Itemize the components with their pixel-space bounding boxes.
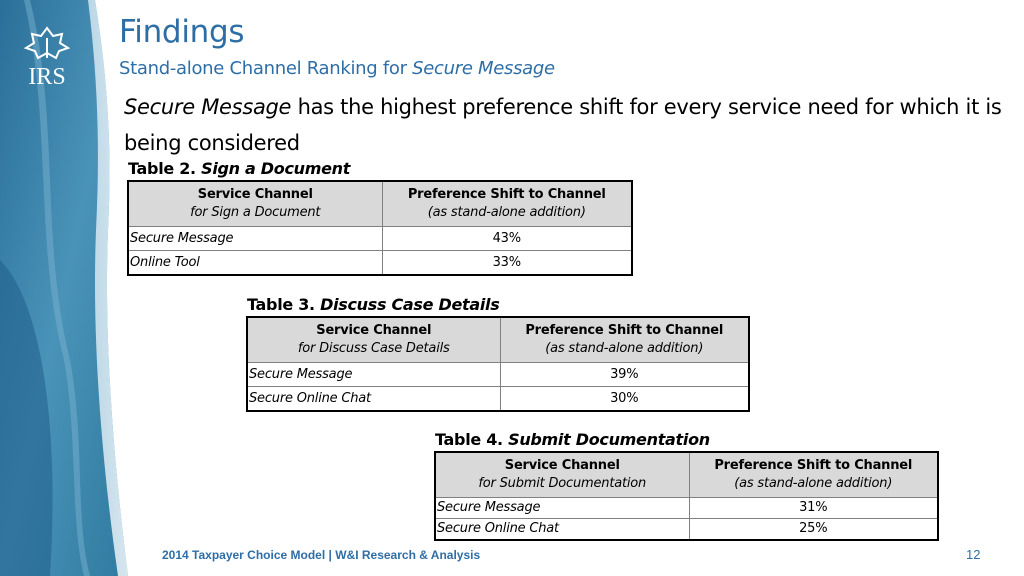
column-header-channel: Service Channel for Submit Documentation: [435, 452, 689, 498]
subtitle-prefix: Stand-alone Channel Ranking for: [119, 58, 413, 79]
channel-cell: Secure Message: [247, 363, 500, 387]
table-sign-document: [127, 180, 633, 276]
table-header-row: [128, 181, 632, 227]
headline: [124, 89, 1004, 161]
value-cell: 33%: [382, 251, 632, 276]
table-caption-prefix: Table 2.: [128, 159, 202, 178]
table-caption-name: Sign a Document: [201, 159, 351, 178]
table-header-row: [247, 317, 749, 363]
value-cell: 25%: [689, 519, 938, 541]
value-cell: 30%: [500, 387, 749, 412]
table-caption-name: Discuss Case Details: [320, 295, 500, 314]
table-row: [128, 227, 632, 251]
column-header-channel: Service Channel for Discuss Case Details: [247, 317, 500, 363]
headline-emphasis: Secure Message: [124, 95, 292, 119]
column-header-shift: Preference Shift to Channel (as stand-alone addition): [382, 181, 632, 227]
column-header-channel: Service Channel for Sign a Document: [128, 181, 382, 227]
page-subtitle: [119, 58, 555, 79]
channel-cell: Secure Message: [128, 227, 382, 251]
table-row: [435, 498, 938, 519]
table-caption-name: Submit Documentation: [508, 430, 710, 449]
value-cell: 39%: [500, 363, 749, 387]
value-cell: 43%: [382, 227, 632, 251]
table-2-block: [127, 159, 633, 276]
table-row: [247, 363, 749, 387]
table-submit-documentation: [434, 451, 939, 541]
value-cell: 31%: [689, 498, 938, 519]
table-row: [128, 251, 632, 276]
table-caption-prefix: Table 3.: [247, 295, 321, 314]
page-number: 12: [966, 547, 981, 562]
table-3-block: [246, 295, 750, 412]
channel-cell: Secure Online Chat: [435, 519, 689, 541]
table-header-row: [435, 452, 938, 498]
column-header-shift: Preference Shift to Channel (as stand-alone addition): [500, 317, 749, 363]
table-row: [247, 387, 749, 412]
table-3-caption: [247, 295, 750, 314]
table-discuss-case: [246, 316, 750, 412]
page-title: Findings: [119, 14, 245, 50]
column-header-shift: Preference Shift to Channel (as stand-alone addition): [689, 452, 938, 498]
channel-cell: Secure Online Chat: [247, 387, 500, 412]
subtitle-emphasis: Secure Message: [412, 58, 555, 79]
irs-logo: [12, 24, 82, 94]
channel-cell: Online Tool: [128, 251, 382, 276]
table-4-block: [434, 430, 939, 541]
footer-text: 2014 Taxpayer Choice Model | W&I Research & Analysis: [162, 548, 481, 562]
table-2-caption: [128, 159, 633, 178]
headline-rest: has the highest preference shift for every service need for which it is being considered: [124, 95, 1002, 155]
channel-cell: Secure Message: [435, 498, 689, 519]
table-4-caption: [435, 430, 939, 449]
table-row: [435, 519, 938, 541]
irs-logo-text: IRS: [28, 64, 66, 90]
table-caption-prefix: Table 4.: [435, 430, 509, 449]
